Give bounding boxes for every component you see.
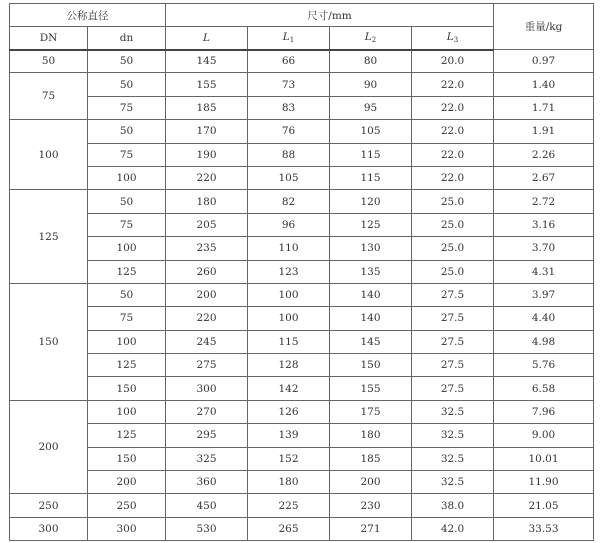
cell-L2: 95 <box>330 96 412 119</box>
cell-L2: 105 <box>330 120 412 143</box>
cell-L: 190 <box>166 143 248 166</box>
table-row <box>10 517 594 540</box>
cell-L1: 110 <box>248 237 330 260</box>
cell-L3: 32.5 <box>412 471 494 494</box>
cell-L3: 42.0 <box>412 517 494 540</box>
cell-dn: 50 <box>88 190 166 213</box>
header-dimensions: 尺寸/mm <box>166 4 494 27</box>
cell-L: 360 <box>166 471 248 494</box>
cell-L: 325 <box>166 447 248 470</box>
cell-L1: 66 <box>248 50 330 73</box>
cell-L2: 115 <box>330 166 412 189</box>
cell-DN: 200 <box>10 400 88 494</box>
cell-L1: 96 <box>248 213 330 236</box>
cell-dn: 75 <box>88 143 166 166</box>
cell-dn: 75 <box>88 96 166 119</box>
cell-L2: 130 <box>330 237 412 260</box>
cell-weight: 9.00 <box>494 424 594 447</box>
header-l3 <box>412 27 494 50</box>
header-l1-sub: 1 <box>289 36 295 45</box>
header-l3-text: L <box>446 31 454 44</box>
cell-L: 180 <box>166 190 248 213</box>
cell-dn: 150 <box>88 377 166 400</box>
table-row <box>10 471 594 494</box>
cell-L3: 22.0 <box>412 143 494 166</box>
dimension-table <box>9 3 594 541</box>
header-l1 <box>248 27 330 50</box>
header-l2-text: L <box>364 31 372 44</box>
cell-weight: 7.96 <box>494 400 594 423</box>
cell-dn: 50 <box>88 73 166 96</box>
table-row <box>10 50 594 73</box>
cell-L3: 32.5 <box>412 424 494 447</box>
cell-L1: 225 <box>248 494 330 517</box>
cell-weight: 3.97 <box>494 283 594 306</box>
cell-L3: 25.0 <box>412 213 494 236</box>
cell-weight: 11.90 <box>494 471 594 494</box>
cell-L3: 27.5 <box>412 377 494 400</box>
header-l-text: L <box>203 31 210 44</box>
cell-L2: 271 <box>330 517 412 540</box>
cell-weight: 1.71 <box>494 96 594 119</box>
cell-L2: 145 <box>330 330 412 353</box>
table-row <box>10 120 594 143</box>
cell-dn: 100 <box>88 166 166 189</box>
cell-L3: 27.5 <box>412 307 494 330</box>
table-row <box>10 166 594 189</box>
cell-dn: 125 <box>88 424 166 447</box>
cell-dn: 50 <box>88 50 166 73</box>
table-body <box>10 50 594 541</box>
table-row <box>10 190 594 213</box>
cell-L: 270 <box>166 400 248 423</box>
table-row <box>10 237 594 260</box>
cell-L2: 125 <box>330 213 412 236</box>
cell-L3: 25.0 <box>412 260 494 283</box>
cell-L: 530 <box>166 517 248 540</box>
header-row-1 <box>10 4 594 27</box>
table-row <box>10 330 594 353</box>
cell-dn: 150 <box>88 447 166 470</box>
table-row <box>10 213 594 236</box>
cell-weight: 4.31 <box>494 260 594 283</box>
header-l1-text: L <box>282 31 290 44</box>
cell-weight: 10.01 <box>494 447 594 470</box>
header-l2 <box>330 27 412 50</box>
cell-L3: 20.0 <box>412 50 494 73</box>
cell-L1: 139 <box>248 424 330 447</box>
cell-weight: 2.72 <box>494 190 594 213</box>
cell-DN: 300 <box>10 517 88 540</box>
cell-weight: 6.58 <box>494 377 594 400</box>
cell-dn: 300 <box>88 517 166 540</box>
cell-L: 205 <box>166 213 248 236</box>
cell-dn: 100 <box>88 330 166 353</box>
cell-L1: 180 <box>248 471 330 494</box>
cell-L1: 83 <box>248 96 330 119</box>
cell-L3: 25.0 <box>412 190 494 213</box>
table-row <box>10 354 594 377</box>
table-row <box>10 307 594 330</box>
cell-L1: 265 <box>248 517 330 540</box>
cell-DN: 100 <box>10 120 88 190</box>
cell-L: 145 <box>166 50 248 73</box>
cell-L3: 27.5 <box>412 330 494 353</box>
cell-weight: 1.91 <box>494 120 594 143</box>
cell-L1: 100 <box>248 283 330 306</box>
cell-L3: 27.5 <box>412 283 494 306</box>
cell-L1: 128 <box>248 354 330 377</box>
cell-L3: 22.0 <box>412 120 494 143</box>
cell-L2: 175 <box>330 400 412 423</box>
table-row <box>10 424 594 447</box>
table-row <box>10 260 594 283</box>
cell-L1: 142 <box>248 377 330 400</box>
cell-L: 235 <box>166 237 248 260</box>
cell-weight: 33.53 <box>494 517 594 540</box>
header-nominal-diameter: 公称直径 <box>10 4 166 27</box>
cell-DN: 125 <box>10 190 88 284</box>
cell-L2: 140 <box>330 283 412 306</box>
cell-L: 155 <box>166 73 248 96</box>
cell-L2: 155 <box>330 377 412 400</box>
table-row <box>10 377 594 400</box>
cell-weight: 3.16 <box>494 213 594 236</box>
cell-weight: 5.76 <box>494 354 594 377</box>
cell-L1: 126 <box>248 400 330 423</box>
cell-L1: 82 <box>248 190 330 213</box>
cell-L2: 150 <box>330 354 412 377</box>
table-row <box>10 96 594 119</box>
cell-L2: 200 <box>330 471 412 494</box>
cell-L: 185 <box>166 96 248 119</box>
cell-L: 220 <box>166 307 248 330</box>
cell-DN: 150 <box>10 283 88 400</box>
cell-L2: 80 <box>330 50 412 73</box>
cell-L1: 100 <box>248 307 330 330</box>
cell-weight: 3.70 <box>494 237 594 260</box>
table-row <box>10 283 594 306</box>
cell-L: 300 <box>166 377 248 400</box>
cell-L3: 22.0 <box>412 96 494 119</box>
header-dn-upper: DN <box>10 27 88 50</box>
cell-L2: 180 <box>330 424 412 447</box>
table-row <box>10 494 594 517</box>
cell-L3: 32.5 <box>412 447 494 470</box>
cell-L1: 115 <box>248 330 330 353</box>
cell-weight: 4.40 <box>494 307 594 330</box>
cell-L: 295 <box>166 424 248 447</box>
cell-L2: 135 <box>330 260 412 283</box>
header-l <box>166 27 248 50</box>
cell-L: 245 <box>166 330 248 353</box>
cell-dn: 200 <box>88 471 166 494</box>
cell-L2: 185 <box>330 447 412 470</box>
cell-L3: 22.0 <box>412 166 494 189</box>
cell-dn: 125 <box>88 260 166 283</box>
cell-L: 260 <box>166 260 248 283</box>
table-row <box>10 400 594 423</box>
cell-dn: 75 <box>88 213 166 236</box>
cell-dn: 125 <box>88 354 166 377</box>
cell-L: 220 <box>166 166 248 189</box>
header-weight: 重量/kg <box>494 4 594 50</box>
header-dn-lower: dn <box>88 27 166 50</box>
table-row <box>10 73 594 96</box>
header-l2-sub: 2 <box>371 36 377 45</box>
cell-L: 275 <box>166 354 248 377</box>
cell-dn: 250 <box>88 494 166 517</box>
cell-dn: 100 <box>88 400 166 423</box>
cell-L1: 152 <box>248 447 330 470</box>
cell-weight: 1.40 <box>494 73 594 96</box>
cell-weight: 0.97 <box>494 50 594 73</box>
cell-L3: 25.0 <box>412 237 494 260</box>
cell-L: 200 <box>166 283 248 306</box>
cell-dn: 50 <box>88 120 166 143</box>
cell-L2: 140 <box>330 307 412 330</box>
cell-L2: 115 <box>330 143 412 166</box>
cell-weight: 4.98 <box>494 330 594 353</box>
cell-L3: 38.0 <box>412 494 494 517</box>
cell-DN: 50 <box>10 50 88 73</box>
cell-L1: 88 <box>248 143 330 166</box>
cell-L2: 90 <box>330 73 412 96</box>
cell-DN: 75 <box>10 73 88 120</box>
cell-L1: 73 <box>248 73 330 96</box>
header-l3-sub: 3 <box>453 36 459 45</box>
cell-L1: 105 <box>248 166 330 189</box>
cell-dn: 50 <box>88 283 166 306</box>
cell-L2: 120 <box>330 190 412 213</box>
cell-dn: 100 <box>88 237 166 260</box>
cell-L3: 32.5 <box>412 400 494 423</box>
cell-weight: 2.26 <box>494 143 594 166</box>
table-row <box>10 447 594 470</box>
cell-L3: 22.0 <box>412 73 494 96</box>
cell-L1: 123 <box>248 260 330 283</box>
cell-L2: 230 <box>330 494 412 517</box>
cell-dn: 75 <box>88 307 166 330</box>
cell-L: 450 <box>166 494 248 517</box>
cell-DN: 250 <box>10 494 88 517</box>
cell-weight: 2.67 <box>494 166 594 189</box>
cell-weight: 21.05 <box>494 494 594 517</box>
cell-L3: 27.5 <box>412 354 494 377</box>
cell-L: 170 <box>166 120 248 143</box>
table-row <box>10 143 594 166</box>
cell-L1: 76 <box>248 120 330 143</box>
